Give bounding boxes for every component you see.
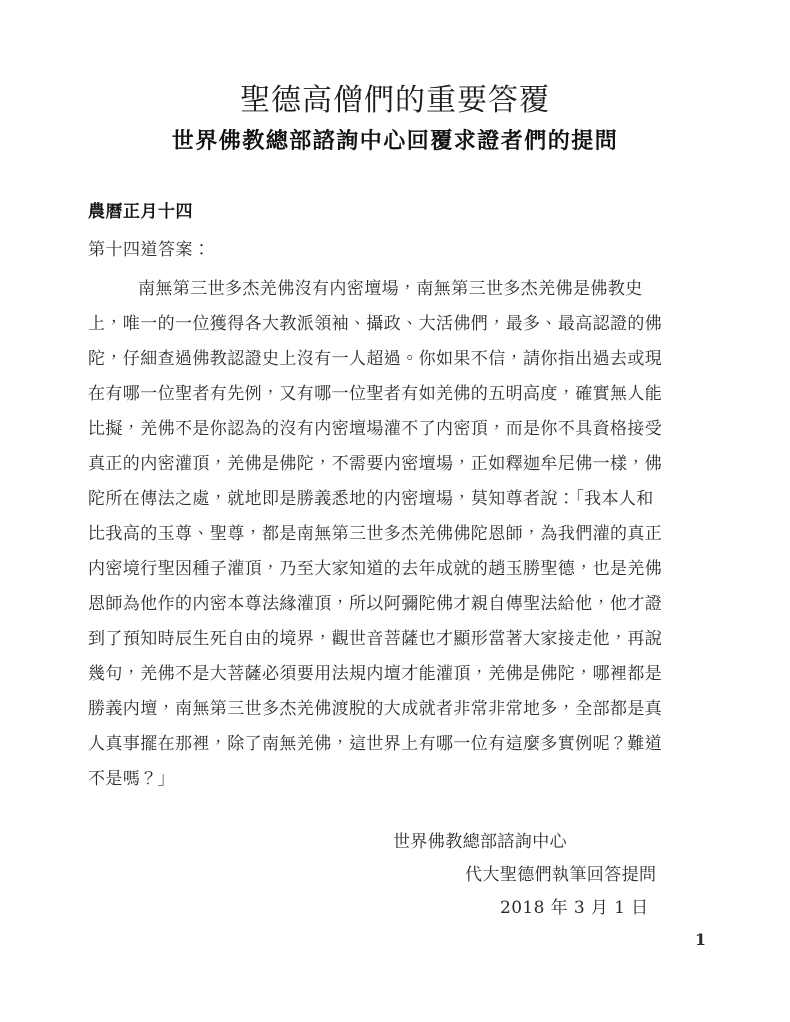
paragraph-line: 陀所在傳法之處，就地即是勝義悉地的内密壇場，莫知尊者說：「我本人和 <box>88 489 654 509</box>
paragraph-line: 陀，仔細查過佛教認證史上沒有一人超過。你如果不信，請你指出過去或現 <box>88 349 663 369</box>
page-subtitle: 世界佛教總部諮詢中心回覆求證者們的提問 <box>171 128 619 154</box>
signature-byline: 代大聖德們執筆回答提問 <box>465 865 657 885</box>
paragraph-line: 上，唯一的一位獲得各大教派領袖、攝政、大活佛們，最多、最高認證的佛 <box>88 314 663 334</box>
paragraph-line: 人真事擺在那裡，除了南無羌佛，這世界上有哪一位有這麼多實例呢？難道 <box>88 734 663 754</box>
section-heading-lunar-date: 農曆正月十四 <box>88 202 193 222</box>
paragraph-line: 恩師為他作的内密本尊法緣灌頂，所以阿彌陀佛才親自傳聖法給他，他才證 <box>88 594 663 614</box>
paragraph-line: 南無第三世多杰羌佛沒有内密壇場，南無第三世多杰羌佛是佛教史 <box>138 279 643 299</box>
answer-paragraph <box>88 272 704 797</box>
signature-date: 2018 年 3 月 1 日 <box>500 898 649 918</box>
paragraph-line: 比我高的玉尊、聖尊，都是南無第三世多杰羌佛佛陀恩師，為我們灌的真正 <box>88 524 663 544</box>
signature-block <box>88 826 704 925</box>
paragraph-line: 到了預知時辰生死自由的境界，觀世音菩薩也才顯形當著大家接走他，再說 <box>88 629 663 649</box>
signature-organization: 世界佛教總部諮詢中心 <box>393 832 567 852</box>
page-title: 聖德高僧們的重要答覆 <box>240 83 550 118</box>
page-number: 1 <box>694 930 706 949</box>
body-content <box>88 200 704 797</box>
title-block <box>0 82 790 156</box>
answer-label: 第十四道答案： <box>88 240 211 260</box>
paragraph-line: 幾句，羌佛不是大菩薩必須要用法規内壇才能灌頂，羌佛是佛陀，哪裡都是 <box>88 664 663 684</box>
paragraph-line: 勝義内壇，南無第三世多杰羌佛渡脫的大成就者非常非常地多，全部都是真 <box>88 699 663 719</box>
paragraph-line: 在有哪一位聖者有先例，又有哪一位聖者有如羌佛的五明高度，確實無人能 <box>88 384 663 404</box>
paragraph-line: 真正的内密灌頂，羌佛是佛陀，不需要内密壇場，正如釋迦牟尼佛一樣，佛 <box>88 454 663 474</box>
paragraph-line: 比擬，羌佛不是你認為的沒有内密壇場灌不了内密頂，而是你不具資格接受 <box>88 419 663 439</box>
paragraph-line: 内密境行聖因種子灌頂，乃至大家知道的去年成就的趙玉勝聖德，也是羌佛 <box>88 559 663 579</box>
paragraph-line: 不是嗎？」 <box>88 769 175 789</box>
